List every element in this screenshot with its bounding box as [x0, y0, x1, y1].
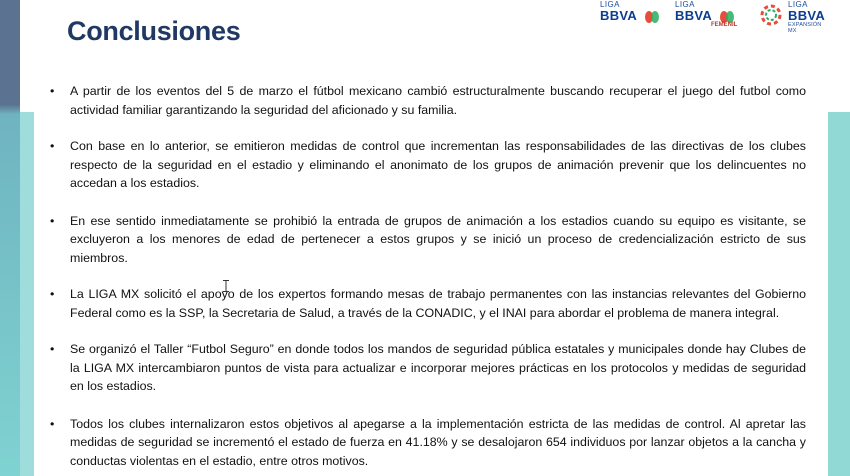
- slide: [34, 0, 828, 476]
- list-item: • Todos los clubes internalizaron estos objetivos al apegarse a la implementación estricta de las medidas de control. Al apretar las medidas de seguridad se incrementó el estado de fuerza en 41.18% y se desalojaron 654 individuos por lanzar objetos a la cancha y conductas violentas en el estadio, entre otros motivos.: [48, 415, 806, 471]
- liga-bbva-expansion-logo: [758, 0, 830, 34]
- slide-title: Conclusiones: [67, 16, 241, 46]
- list-item: • En ese sentido inmediatamente se prohibió la entrada de grupos de animación a los estadios cuando su equipo es visitante, se excluyeron a los menores de edad de pertenecer a estos grupos y se inició un proceso de credencialización estricto de sus miembros.: [48, 212, 806, 268]
- text-cursor-icon: [223, 280, 229, 292]
- list-item: • Con base en lo anterior, se emitieron medidas de control que incrementan las responsabilidades de las directivas de los clubes respecto de la seguridad en el estadio y eliminando el anonimato de los grupos de animación prevenir que los delincuentes no accedan a los estadios.: [48, 137, 806, 193]
- right-accent-stripe: [828, 112, 850, 476]
- left-accent-stripe: [20, 112, 34, 476]
- conclusions-list: [48, 82, 806, 470]
- liga-bbva-femenil-logo: [675, 0, 747, 34]
- mx-emblem-icon: [645, 11, 661, 23]
- bbva-wordmark: BBVA: [600, 8, 638, 23]
- femenil-label: FEMENIL: [711, 22, 738, 28]
- left-accent-bar: [0, 0, 20, 476]
- expansion-label: EXPANSIÓN MX: [788, 22, 822, 34]
- list-item: • A partir de los eventos del 5 de marzo el fútbol mexicano cambió estructuralmente buscando recuperar el juego del futbol como actividad familiar garantizando la seguridad del aficionado y su familia.: [48, 82, 806, 119]
- liga-label: LIGA: [788, 0, 808, 9]
- expansion-star-icon: [758, 0, 784, 30]
- list-item: • La LIGA MX solicitó el apoyo de los expertos formando mesas de trabajo permanentes con las instancias relevantes del Gobierno Federal como es la SSP, la Secretaria de Salud, a través de la CONADIC, y el INAI para abordar el problema de manera integral.: [48, 285, 806, 322]
- liga-label: LIGA: [600, 0, 620, 9]
- liga-label: LIGA: [675, 0, 695, 9]
- list-item: • Se organizó el Taller “Futbol Seguro” en donde todos los mandos de seguridad pública estatales y municipales donde hay Clubes de la LIGA MX intercambiaron puntos de vista para actualizar e incorporar mejores prácticas en los protocolos y medidas de seguridad en los estadios.: [48, 340, 806, 396]
- bbva-wordmark: BBVA: [788, 8, 826, 23]
- bbva-wordmark: BBVA: [675, 8, 713, 23]
- liga-bbva-logo: [600, 0, 672, 34]
